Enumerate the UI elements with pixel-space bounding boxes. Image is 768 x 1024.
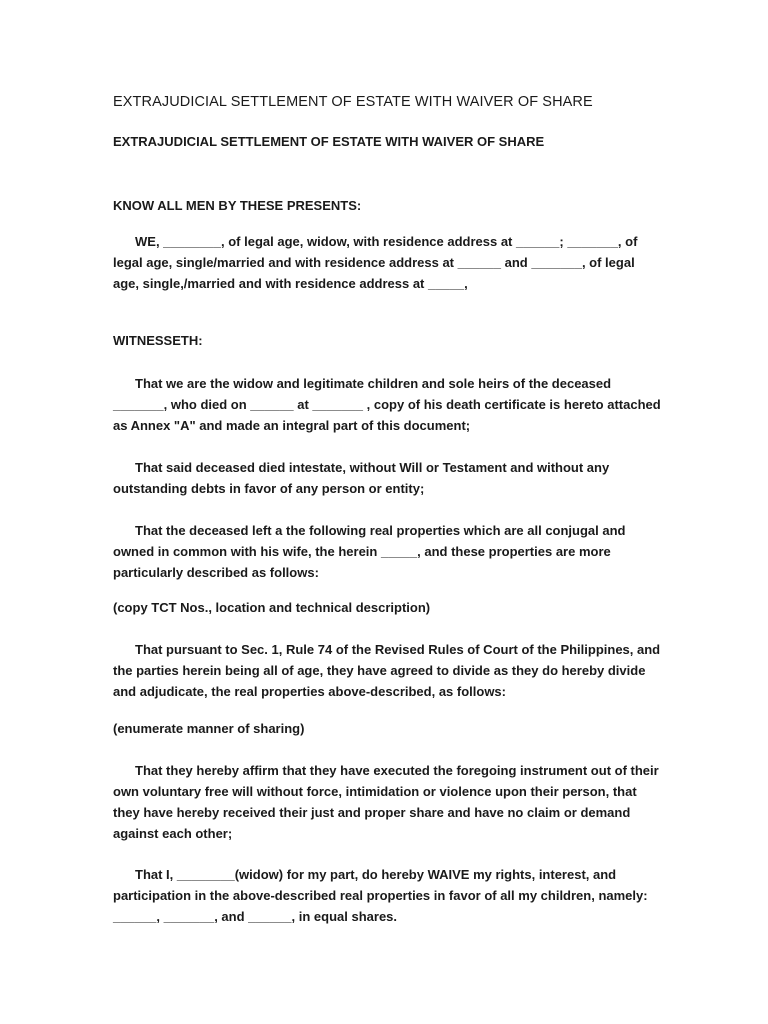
- document-subtitle: EXTRAJUDICIAL SETTLEMENT OF ESTATE WITH WAIVER OF SHARE: [113, 134, 545, 149]
- witnesseth-heading: WITNESSETH:: [113, 333, 203, 348]
- heirs-paragraph: That we are the widow and legitimate children and sole heirs of the deceased _______, who died on ______ at _______ , copy of his death certificate is hereto attached as Annex "A" and made an integral part of this document;: [113, 376, 661, 433]
- affirmation-paragraph: That they hereby affirm that they have executed the foregoing instrument out of their own voluntary free will without force, intimidation or violence upon their person, that they have hereby received their just and proper share and have no claim or demand against each other;: [113, 763, 659, 841]
- waiver-paragraph: That I, ________(widow) for my part, do hereby WAIVE my rights, interest, and participation in the above-described real properties in favor of all my children, namely: ______, _______, and ______, in equal shares.: [113, 867, 648, 924]
- tct-note: (copy TCT Nos., location and technical description): [113, 600, 431, 615]
- parties-paragraph: WE, ________, of legal age, widow, with residence address at ______; _______, of legal age, single/married and with residence address at ______ and _______, of legal age, single,/married and with residence address at _____,: [113, 234, 638, 291]
- document-title: EXTRAJUDICIAL SETTLEMENT OF ESTATE WITH WAIVER OF SHARE: [113, 94, 593, 110]
- properties-paragraph: That the deceased left a the following real properties which are all conjugal and owned in common with his wife, the herein _____, and these properties are more particularly described as follows:: [113, 523, 626, 580]
- sharing-note: (enumerate manner of sharing): [113, 721, 305, 736]
- division-paragraph: That pursuant to Sec. 1, Rule 74 of the Revised Rules of Court of the Philippines, and the parties herein being all of age, they have agreed to divide as they do hereby divide and adjudicate, the real properties above-described, as follows:: [113, 642, 661, 699]
- intestate-paragraph: That said deceased died intestate, without Will or Testament and without any outstanding debts in favor of any person or entity;: [113, 460, 610, 496]
- greeting-heading: KNOW ALL MEN BY THESE PRESENTS:: [113, 198, 362, 213]
